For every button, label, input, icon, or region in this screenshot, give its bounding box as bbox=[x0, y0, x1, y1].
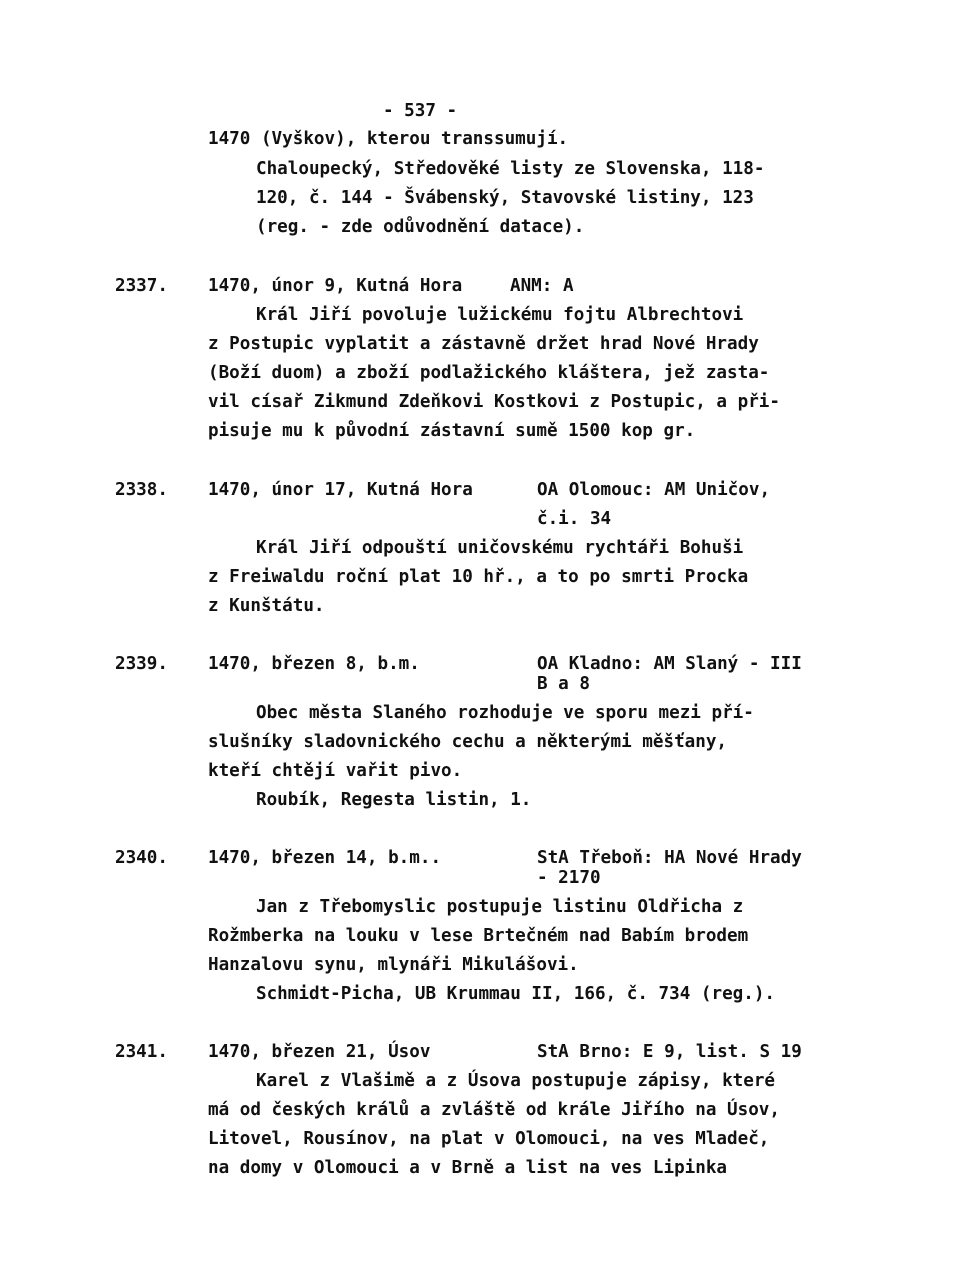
entry-body-line: z Freiwaldu roční plat 10 hř., a to po smrti Procka bbox=[208, 567, 749, 587]
entry-body-line: má od českých králů a zvláště od krále Jiřího na Úsov, bbox=[208, 1100, 780, 1120]
entry-body-line: Rožmberka na louku v lese Brtečném nad Babím brodem bbox=[208, 926, 749, 946]
entry-body-line: slušníky sladovnického cechu a některými měšťany, bbox=[208, 732, 728, 752]
entry-number: 2341. bbox=[115, 1042, 168, 1062]
entry-body-line: pisuje mu k původní zástavní sumě 1500 kop gr. bbox=[208, 421, 696, 441]
entry-body-line: Roubík, Regesta listin, 1. bbox=[256, 790, 532, 810]
intro-line: (reg. - zde odůvodnění datace). bbox=[256, 217, 585, 237]
entry-header: 1470, únor 17, Kutná Hora bbox=[208, 480, 473, 500]
entry-source-extra: - 2170 bbox=[537, 868, 601, 888]
entry-body-line: Obec města Slaného rozhoduje ve sporu mezi pří- bbox=[256, 703, 754, 723]
entry-body-line: Litovel, Rousínov, na plat v Olomouci, na ves Mladeč, bbox=[208, 1129, 770, 1149]
entry-body-line: vil císař Zikmund Zdeňkovi Kostkovi z Postupic, a při- bbox=[208, 392, 780, 412]
entry-source-extra: B a 8 bbox=[537, 674, 590, 694]
entry-header: 1470, březen 8, b.m. bbox=[208, 654, 420, 674]
entry-source: StA Brno: E 9, list. S 19 bbox=[537, 1042, 802, 1062]
entry-number: 2339. bbox=[115, 654, 168, 674]
entry-body-line: Schmidt-Picha, UB Krummau II, 166, č. 734 (reg.). bbox=[256, 984, 776, 1004]
entry-source-extra: č.i. 34 bbox=[537, 509, 612, 529]
entry-body-line: Hanzalovu synu, mlynáři Mikulášovi. bbox=[208, 955, 579, 975]
intro-line: 120, č. 144 - Švábenský, Stavovské listiny, 123 bbox=[256, 188, 754, 208]
entry-source: StA Třeboň: HA Nové Hrady bbox=[537, 848, 802, 868]
entry-number: 2337. bbox=[115, 276, 168, 296]
entry-body-line: na domy v Olomouci a v Brně a list na ves Lipinka bbox=[208, 1158, 728, 1178]
page-number: - 537 - bbox=[383, 101, 458, 121]
entry-number: 2340. bbox=[115, 848, 168, 868]
intro-line: 1470 (Vyškov), kterou transsumují. bbox=[208, 129, 569, 149]
entry-header: 1470, březen 21, Úsov bbox=[208, 1042, 431, 1062]
entry-header: 1470, únor 9, Kutná Hora bbox=[208, 276, 463, 296]
intro-line: Chaloupecký, Středověké listy ze Slovenska, 118- bbox=[256, 159, 765, 179]
entry-header: 1470, březen 14, b.m.. bbox=[208, 848, 442, 868]
entry-body-line: Král Jiří odpouští uničovskému rychtáři Bohuši bbox=[256, 538, 744, 558]
entry-body-line: Král Jiří povoluje lužickému fojtu Albrechtovi bbox=[256, 305, 744, 325]
entry-source: OA Olomouc: AM Uničov, bbox=[537, 480, 771, 500]
entry-number: 2338. bbox=[115, 480, 168, 500]
entry-body-line: Jan z Třebomyslic postupuje listinu Oldřicha z bbox=[256, 897, 744, 917]
entry-body-line: kteří chtějí vařit pivo. bbox=[208, 761, 463, 781]
entry-source: ANM: A bbox=[510, 276, 574, 296]
entry-body-line: (Boží duom) a zboží podlažického kláštera, jež zasta- bbox=[208, 363, 770, 383]
entry-body-line: z Postupic vyplatit a zástavně držet hrad Nové Hrady bbox=[208, 334, 759, 354]
entry-body-line: z Kunštátu. bbox=[208, 596, 325, 616]
entry-body-line: Karel z Vlašimě a z Úsova postupuje zápisy, které bbox=[256, 1071, 776, 1091]
entry-source: OA Kladno: AM Slaný - III bbox=[537, 654, 802, 674]
